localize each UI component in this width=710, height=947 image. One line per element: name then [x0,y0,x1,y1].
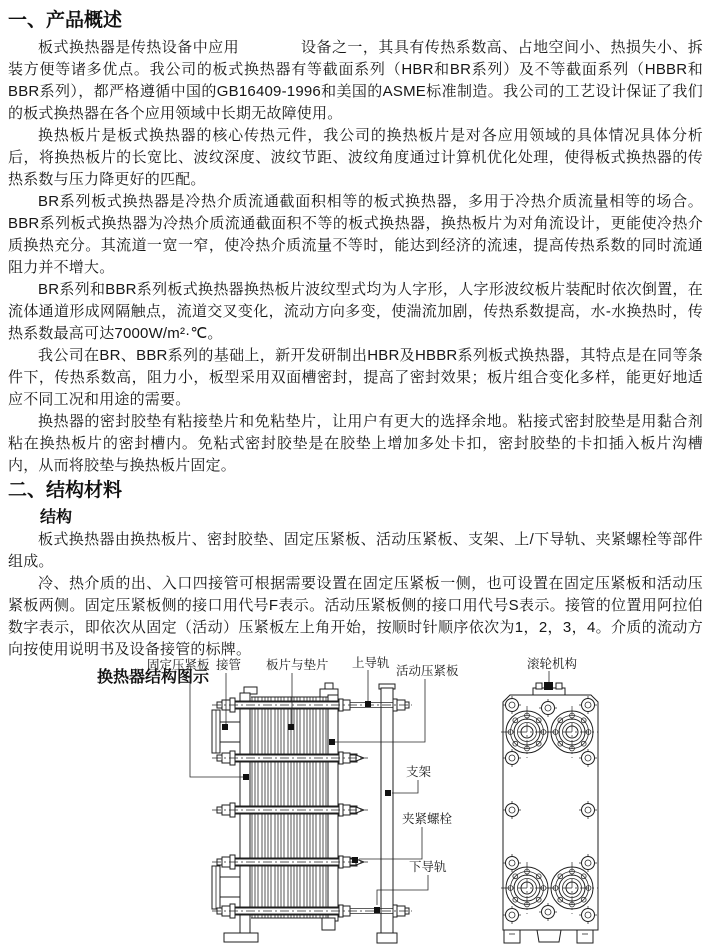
paragraph-structure-2: 冷、热介质的出、入口四接管可根据需要设置在固定压紧板一侧，也可设置在固定压紧板和活动压紧板两侧。固定压紧板侧的接口用代号F表示。活动压紧板侧的接口用代号S表示。接管的位置用阿拉伯数字表示，即依次从固定（活动）压紧板左上角开始，按顺时针顺序依次为1，2，3，4。介质的流动方向按使用说明书及设备接管的标牌。 [8,575,703,658]
bolt-row-2 [212,751,368,765]
paragraph-overview-5: 我公司在BR、BBR系列的基础上，新开发研制出HBR及HBBR系列板式换热器，其特点是在同等条件下，传热系数高，阻力小，板型采用双面槽密封，提高了密封效果；板片组合变化多样，能更好地适应不同工况和用途的需要。 [8,347,703,408]
paragraph-overview-6: 换热器的密封胶垫有粘接垫片和免粘垫片，让用户有更大的选择余地。粘接式密封胶垫是用黏合剂粘在换热板片的密封槽内。免粘式密封胶垫是在胶垫上增加多处卡扣，密封胶垫的卡扣插入板片沟槽内，从而将胶垫与换热板片固定。 [8,413,703,474]
roller-bolt [325,683,333,689]
front-foot-center [537,930,561,942]
heat-exchanger-structure-diagram [0,655,710,947]
structure-subheading: 结构 [40,509,73,526]
bolt-row-4 [212,855,368,869]
paragraph-structure-1: 板式换热器由换热板片、密封胶垫、固定压紧板、活动压紧板、支架、上/下导轨、夹紧螺栓等部件组成。 [8,531,703,570]
paragraph-overview-3: BR系列板式换热器是冷热介质流通截面积相等的板式换热器，多用于冷热介质流量相等的场合。BBR系列板式换热器为冷热介质流通截面积不等的板式换热器，换热板片为对角流设计，更能使冷热介质换热充分。其流道一宽一窄，使冷热介质流量不等时，能达到经济的流速，提高传热系数的同时流通阻力并不增大。 [8,193,703,276]
label-lower-rail: 下导轨 [409,860,447,874]
movable-plate-bottom-tab [322,918,335,930]
text-flow [8,8,703,688]
label-plates-and-gaskets: 板片与垫片 [266,658,329,672]
side-view-diagram [212,683,412,943]
paragraph-overview-4: BR系列和BBR系列板式换热器换热板片波纹型式均为人字形，人字形波纹板片装配时依次倒置，在流体通道形成网隔触点，流道交叉变化，流动方向多变，使湍流加剧，传热系数提高，水-水换热时，传热系数最高可达7000W/m²·℃。 [8,281,703,342]
label-clamping-bolt: 夹紧螺栓 [402,812,453,826]
section1-heading: 一、产品概述 [8,10,123,31]
label-pipe-connection: 接管 [216,658,242,672]
paragraph-overview-1: 板式换热器是传热设备中应用 设备之一，其具有传热系数高、占地空间小、热损失小、拆装方便等诸多优点。我公司的板式换热器有等截面系列（HBR和BR系列）及不等截面系列（HBBR和BBR系列），都严格遵循中国的GB16409-1996和美国的ASME标准制造。我公司的工艺设计保证了我们的板式换热器在各个应用领域中长期无故障使用。 [8,39,703,122]
label-roller-mechanism: 滚轮机构 [527,657,578,671]
label-fixed-pressure-plate: 固定压紧板 [147,658,210,672]
label-support-frame: 支架 [406,765,432,779]
support-frame-column [381,688,393,933]
bolt-row-3 [212,803,368,817]
diagram-title: 换热器结构图示 [97,669,210,686]
support-foot [377,933,397,943]
front-foot-right [577,930,593,943]
front-foot-left [504,930,520,943]
label-upper-rail: 上导轨 [352,656,390,670]
section2-heading: 二、结构材料 [8,480,123,501]
front-view-diagram [501,683,598,943]
fixed-plate-foot [224,933,258,942]
label-movable-pressure-plate: 活动压紧板 [396,664,459,678]
pipe-bottom [220,877,240,897]
paragraph-overview-2: 换热板片是板式换热器的核心传热元件，我公司的换热板片是对各应用领域的具体情况具体分析后，将换热板片的长宽比、波纹深度、波纹节距、波纹角度通过计算机优化处理，使得板式换热器的传热系数与压力降更好的匹配。 [8,127,703,188]
